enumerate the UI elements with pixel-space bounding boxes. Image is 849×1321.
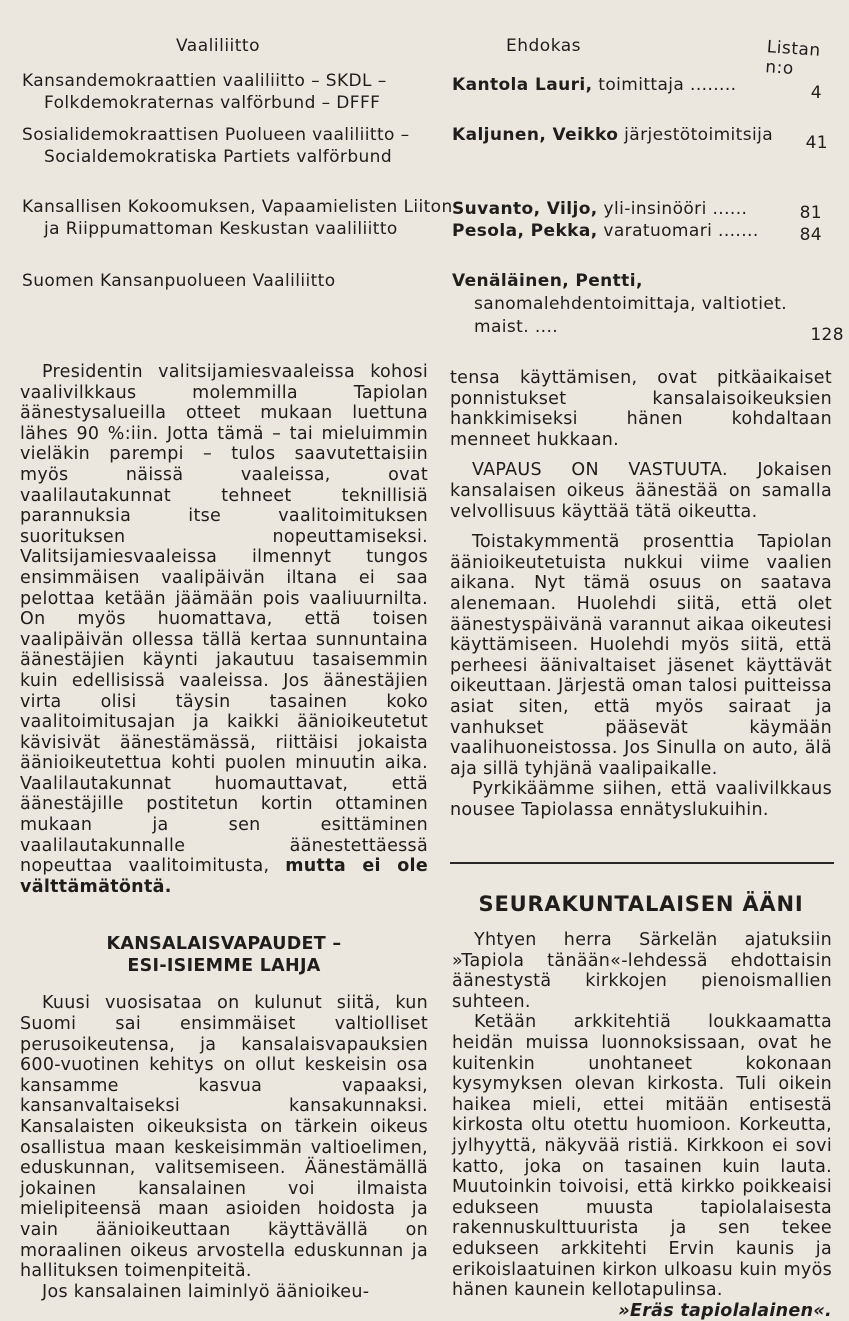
section-heading: KANSALAISVAPAUDET – ESI-ISIEMME LAHJA bbox=[106, 934, 342, 977]
header-candidate: Ehdokas bbox=[506, 36, 582, 56]
right-column-letter bbox=[452, 930, 832, 1321]
candidate-title: varatuomari ....... bbox=[603, 221, 759, 241]
candidate-name: Kaljunen, Veikko bbox=[452, 125, 619, 145]
table-row-alliance: Suomen Kansanpuolueen Vaaliliitto bbox=[22, 271, 336, 291]
paragraph: Kuusi vuosisataa on kulunut siitä, kun Suomi sai ensimmäiset valtiolliset perusoikeutensa, ja kansalaisvapauksien 600-vuotinen kehitys on ollut keskeisin osa kansamme kasvua vapaaksi, kansanvaltaiseksi kansakunnaksi. Kansalaisten oikeuksista on tärkein oikeus osallistua maan keskeisimmän valtioelimen, eduskunnan, valitsemiseen. Äänestämällä jokainen kansalainen voi ilmaista mielipiteensä maan asioiden hoidosta ja vain äänioikeuttaan käyttävällä on moraalinen oikeus arvostella eduskunnan ja hallituksen toimenpiteitä. bbox=[20, 993, 428, 1282]
paragraph: VAPAUS ON VASTUUTA. Jokaisen kansalaisen oikeus äänestää on samalla velvollisuus käyttää tätä oikeutta. bbox=[450, 460, 832, 522]
table-row-alliance: Kansandemokraattien vaaliliitto – SKDL – Folkdemokraternas valförbund – DFFF bbox=[22, 71, 387, 113]
candidate-name: Pesola, Pekka, bbox=[452, 221, 598, 241]
lead-in: VAPAUS ON VASTUUTA. bbox=[472, 460, 728, 481]
table-row-candidate bbox=[452, 74, 822, 104]
table-row-candidate bbox=[452, 124, 828, 154]
table-row-alliance: Sosialidemokraattisen Puolueen vaaliliitto – Socialdemokratiska Partiets valförbund bbox=[22, 125, 410, 167]
table-row-candidate bbox=[452, 270, 844, 347]
list-number: 84 bbox=[799, 225, 822, 245]
list-number: 128 bbox=[810, 325, 844, 345]
table-row-alliance: Kansallisen Kokoomuksen, Vapaamielisten Liiton ja Riippumattoman Keskustan vaaliliitto bbox=[22, 197, 453, 239]
paragraph: Presidentin valitsijamiesvaaleissa kohosi vaalivilkkaus molemmilla Tapiolan äänestysalueilla otteet mukaan luettuna lähes 90 %:iin. Jotta tämä – tai mieluimmin vieläkin parempi – tulos saavutettaisiin myös näissä vaaleissa, ovat vaalilautakunnat tehneet teknillisiä parannuksia itse vaalitoimituksen suorituksen nopeuttamiseksi. Valitsijamiesvaaleissa ilmennyt tungos ensimmäisen vaalipäivän iltana ei saa pelottaa ketään jäämään pois vaaliuurnilta. On myös huomattava, että toisen vaalipäivän ollessa tällä kertaa sunnuntaina äänestäjien käynti jakautuu tasaisemmin kuin edellisissä vaaleissa. Jos äänestäjien virta olisi täysin tasainen koko vaalitoimitusajan ja kaikki äänioikeutetut kävisivät äänestämässä, riittäisi jokaista äänioikeutettua kohti puolen minuutin aika. Vaalilautakunnat huomauttavat, että äänestäjille postitetun kortin ottaminen mukaan ja sen esittäminen vaalilautakunnalle äänestettäessä nopeuttaa vaalitoimitusta, mutta ei ole välttämätöntä. bbox=[20, 362, 428, 897]
list-number: 41 bbox=[805, 133, 828, 153]
table-row-candidate bbox=[452, 220, 822, 246]
header-alliance: Vaaliliitto bbox=[176, 36, 260, 56]
candidate-title: järjestötoimitsija bbox=[624, 125, 774, 145]
signature: »Eräs tapiolalainen«. bbox=[618, 1300, 832, 1321]
header-list-number: Listan n:o bbox=[764, 37, 822, 80]
paragraph: tensa käyttämisen, ovat pitkäaikaiset ponnistukset kansalaisoikeuksien hankkimiseksi hänen kohdaltaan menneet hukkaan. bbox=[450, 368, 832, 450]
candidate-title: yli-insinööri ...... bbox=[603, 199, 748, 219]
section-heading: SEURAKUNTALAISEN ÄÄNI bbox=[478, 892, 804, 916]
paragraph: Ketään arkkitehtiä loukkaamatta heidän muissa luonnoksissaan, ovat he kuitenkin unohtaneet kokonaan kysymyksen olevan kirkosta. Tuli oikein haikea mieli, ettei mitään entisestä kirkosta oltu otettu huomioon. Korkeutta, jylhyyttä, näkyvää ristiä. Kirkkoon ei sovi katto, joka on tasainen kuin lauta. Muutoinkin toivoisi, että kirkko poikkeaisi edukseen muusta tapiolalaisesta rakennuskulttuurista ja sen tekee edukseen arkkitehti Ervin kaunis ja erikoislaatuinen kirkon ulkoasu kuin myös hänen kaunein kellotapulinsa. bbox=[452, 1012, 832, 1301]
list-number: 4 bbox=[810, 83, 822, 103]
candidate-name: Venäläinen, Pentti, bbox=[452, 271, 643, 291]
list-number: 81 bbox=[799, 203, 822, 223]
emphasis-text: mutta ei ole välttämätöntä. bbox=[20, 856, 428, 897]
candidate-title: toimittaja ........ bbox=[598, 75, 737, 95]
paragraph: Pyrkikäämme siihen, että vaalivilkkaus nousee Tapiolassa ennätyslukuihin. bbox=[450, 779, 832, 820]
divider bbox=[450, 862, 834, 864]
candidate-name: Kantola Lauri, bbox=[452, 75, 593, 95]
candidate-title: sanomalehdentoimittaja, valtiotiet. maist. .... bbox=[474, 294, 788, 337]
candidate-name: Suvanto, Viljo, bbox=[452, 199, 598, 219]
paragraph: Jos kansalainen laiminlyö äänioikeu- bbox=[42, 1281, 370, 1302]
right-column bbox=[450, 368, 832, 820]
paragraph: Yhtyen herra Särkelän ajatuksiin »Tapiola tänään«-lehdessä ehdottaisin äänestystä kirkkojen pienoismallien suhteen. bbox=[452, 930, 832, 1012]
left-column bbox=[20, 362, 428, 1302]
paragraph: Toistakymmentä prosenttia Tapiolan äänioikeutetuista nukkui viime vaalien aikana. Nyt tämä osuus on saatava alenemaan. Huolehdi siitä, että olet äänestyspäivänä varannut aikaa oikeutesi käyttämiseen. Huolehdi myös siitä, että perheesi äänivaltaiset jäsenet käyttävät oikeuttaan. Järjestä oman talosi puitteissa asiat siten, että myös sairaat ja vanhukset pääsevät käymään vaalihuoneistossa. Jos Sinulla on auto, älä aja sillä tyhjänä vaalipaikalle. bbox=[450, 532, 832, 779]
